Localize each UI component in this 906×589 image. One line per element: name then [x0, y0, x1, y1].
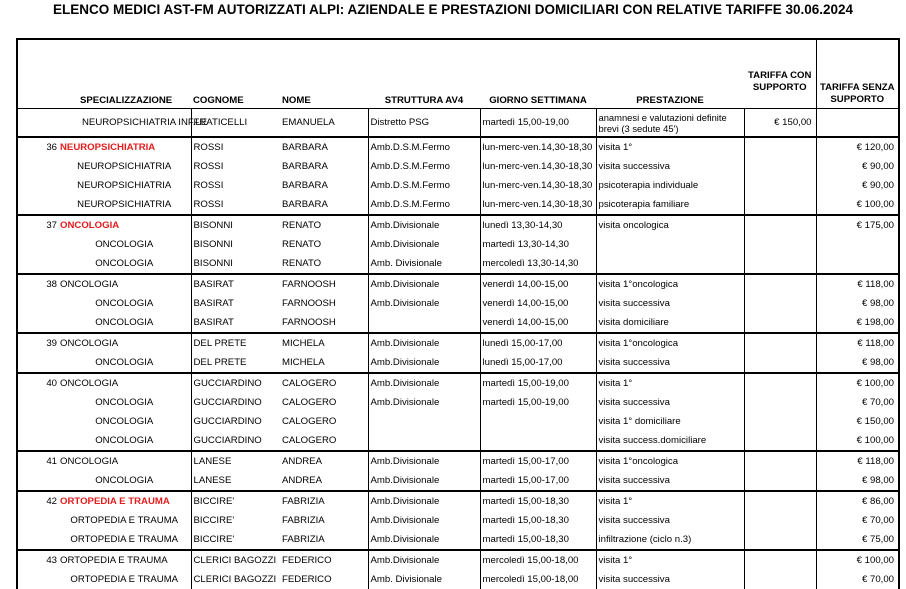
- cell-pre: visita 1°: [596, 550, 744, 570]
- cell-cog: BICCIRE': [191, 491, 280, 511]
- cell-ts: € 100,00: [816, 431, 898, 451]
- cell-spec: NEUROPSICHIATRIA: [58, 137, 191, 157]
- cell-gio: lunedì 13,30-14,30: [480, 215, 596, 235]
- table-row: [18, 393, 898, 412]
- table-row: [18, 373, 898, 393]
- tariff-table-container: [16, 38, 900, 589]
- cell-gio: martedì 15,00-19,00: [480, 393, 596, 412]
- cell-ts: € 198,00: [816, 313, 898, 333]
- cell-spec: ORTOPEDIA E TRAUMA: [70, 534, 179, 545]
- cell-cog: BISONNI: [191, 235, 280, 254]
- cell-pre: visita 1°oncologica: [596, 451, 744, 471]
- cell-spec: ORTOPEDIA E TRAUMA: [58, 491, 191, 511]
- cell-str: Amb.Divisionale: [368, 511, 480, 530]
- cell-num: 38: [18, 274, 58, 294]
- cell-pre: psicoterapia individuale: [596, 176, 744, 195]
- cell-pre: visita successiva: [596, 511, 744, 530]
- cell-tc: [744, 254, 816, 274]
- cell-tc: [744, 235, 816, 254]
- cell-ts: € 70,00: [816, 393, 898, 412]
- header-tariffa-senza: TARIFFA SENZA SUPPORTO: [816, 40, 898, 109]
- cell-tc: [744, 137, 816, 157]
- cell-gio: martedì 15,00-18,30: [480, 530, 596, 550]
- cell-gio: lunedì 15,00-17,00: [480, 333, 596, 353]
- cell-spec: ONCOLOGIA: [95, 298, 154, 309]
- cell-cog: BASIRAT: [191, 274, 280, 294]
- cell-cog: BICCIRE': [191, 511, 280, 530]
- cell-gio: martedì 13,30-14,30: [480, 235, 596, 254]
- cell-pre: infiltrazione (ciclo n.3): [596, 530, 744, 550]
- cell-tc: [744, 431, 816, 451]
- cell-ts: € 100,00: [816, 195, 898, 215]
- table-row: [18, 412, 898, 431]
- table-row: [18, 471, 898, 491]
- cell-ts: € 118,00: [816, 451, 898, 471]
- cell-cog: ROSSI: [191, 176, 280, 195]
- cell-ts: € 98,00: [816, 471, 898, 491]
- cell-nom: ANDREA: [282, 475, 322, 486]
- header-giorno: GIORNO SETTIMANA: [480, 40, 596, 109]
- cell-gio: lun-merc-ven.14,30-18,30: [480, 157, 596, 176]
- cell-ts: € 118,00: [816, 274, 898, 294]
- cell-gio: mercoledì 15,00-18,00: [480, 570, 596, 589]
- cell-spec: ONCOLOGIA: [95, 475, 154, 486]
- page-title: ELENCO MEDICI AST-FM AUTORIZZATI ALPI: AZIENDALE E PRESTAZIONI DOMICILIARI CON RELATIVE TARIFFE 30.06.2024: [52, 2, 854, 17]
- table-row: [18, 294, 898, 313]
- cell-gio: lunedì 15,00-17,00: [480, 353, 596, 373]
- cell-str: Amb. Divisionale: [368, 570, 480, 589]
- cell-ts: € 100,00: [816, 373, 898, 393]
- cell-ts: € 75,00: [816, 530, 898, 550]
- cell-nom: FARNOOSH: [282, 317, 336, 328]
- table-row: [18, 157, 898, 176]
- cell-cog: FRATICELLI: [191, 109, 280, 138]
- cell-cog: ROSSI: [191, 157, 280, 176]
- cell-spec: NEUROPSICHIATRIA: [77, 180, 172, 191]
- cell-pre: visita successiva: [596, 393, 744, 412]
- cell-tc: [744, 157, 816, 176]
- cell-nom: FEDERICO: [282, 574, 332, 585]
- cell-ts: [816, 109, 898, 138]
- table-row: [18, 215, 898, 235]
- cell-spec: ONCOLOGIA: [95, 317, 154, 328]
- cell-spec: ONCOLOGIA: [58, 274, 191, 294]
- cell-spec: ONCOLOGIA: [95, 397, 154, 408]
- table-row: [18, 333, 898, 353]
- header-specializzazione: SPECIALIZZAZIONE: [58, 40, 191, 109]
- header-row: [18, 40, 898, 109]
- cell-nom: BARBARA: [280, 137, 368, 157]
- table-body: [18, 109, 898, 589]
- cell-spec: NEUROPSICHIATRIA: [77, 199, 172, 210]
- cell-gio: venerdì 14,00-15,00: [480, 274, 596, 294]
- cell-str: Distretto PSG: [368, 109, 480, 138]
- cell-nom: FABRIZIA: [280, 491, 368, 511]
- cell-tc: [744, 195, 816, 215]
- table-row: [18, 274, 898, 294]
- tariff-table: [18, 40, 898, 589]
- cell-ts: € 150,00: [816, 412, 898, 431]
- cell-ts: € 98,00: [816, 294, 898, 313]
- cell-num: 39: [18, 333, 58, 353]
- cell-ts: € 90,00: [816, 176, 898, 195]
- cell-str: [368, 431, 480, 451]
- cell-tc: [744, 451, 816, 471]
- cell-gio: lun-merc-ven.14,30-18,30: [480, 137, 596, 157]
- cell-cog: BISONNI: [191, 254, 280, 274]
- cell-num: 41: [18, 451, 58, 471]
- cell-str: Amb.Divisionale: [368, 235, 480, 254]
- cell-num: [18, 570, 58, 589]
- cell-spec: NEUROPSICHIATRIA: [77, 161, 172, 172]
- cell-tc: [744, 570, 816, 589]
- cell-nom: BARBARA: [282, 180, 328, 191]
- header-prestazione: PRESTAZIONE: [596, 40, 744, 109]
- cell-tc: [744, 471, 816, 491]
- table-row: [18, 530, 898, 550]
- cell-ts: € 70,00: [816, 570, 898, 589]
- cell-num: 36: [18, 137, 58, 157]
- cell-cog: ROSSI: [191, 137, 280, 157]
- cell-tc: € 150,00: [744, 109, 816, 138]
- cell-str: [368, 313, 480, 333]
- cell-str: Amb.Divisionale: [368, 274, 480, 294]
- cell-cog: DEL PRETE: [191, 333, 280, 353]
- cell-pre: visita oncologica: [596, 215, 744, 235]
- cell-spec: ONCOLOGIA: [95, 258, 154, 269]
- cell-nom: FABRIZIA: [282, 534, 325, 545]
- table-row: [18, 254, 898, 274]
- cell-str: Amb.Divisionale: [368, 393, 480, 412]
- cell-tc: [744, 550, 816, 570]
- cell-pre: visita success.domiciliare: [596, 431, 744, 451]
- cell-num: 42: [18, 491, 58, 511]
- cell-nom: CALOGERO: [282, 397, 337, 408]
- cell-spec: ORTOPEDIA E TRAUMA: [70, 515, 179, 526]
- cell-pre: visita successiva: [596, 471, 744, 491]
- cell-ts: € 98,00: [816, 353, 898, 373]
- cell-tc: [744, 491, 816, 511]
- cell-pre: [596, 254, 744, 274]
- cell-cog: CLERICI BAGOZZI: [191, 550, 280, 570]
- table-row: [18, 511, 898, 530]
- table-row: [18, 491, 898, 511]
- cell-num: [18, 109, 58, 138]
- cell-spec: ONCOLOGIA: [58, 215, 191, 235]
- cell-cog: BISONNI: [191, 215, 280, 235]
- cell-pre: visita 1°oncologica: [596, 333, 744, 353]
- header-tariffa-con: TARIFFA CON SUPPORTO: [744, 40, 816, 109]
- cell-nom: BARBARA: [282, 199, 328, 210]
- cell-spec: ONCOLOGIA: [95, 416, 154, 427]
- cell-cog: BASIRAT: [191, 294, 280, 313]
- cell-pre: psicoterapia familiare: [596, 195, 744, 215]
- cell-nom: RENATO: [282, 239, 322, 250]
- cell-spec: ORTOPEDIA E TRAUMA: [70, 574, 179, 585]
- cell-pre: visita successiva: [596, 570, 744, 589]
- cell-gio: mercoledì 13,30-14,30: [480, 254, 596, 274]
- cell-gio: martedì 15,00-18,30: [480, 511, 596, 530]
- cell-num: [18, 157, 58, 176]
- cell-num: [18, 294, 58, 313]
- cell-nom: BARBARA: [282, 161, 328, 172]
- cell-str: Amb.Divisionale: [368, 215, 480, 235]
- cell-tc: [744, 530, 816, 550]
- cell-str: Amb.Divisionale: [368, 530, 480, 550]
- cell-pre: visita 1°: [596, 491, 744, 511]
- cell-str: Amb.D.S.M.Fermo: [368, 195, 480, 215]
- cell-str: Amb.Divisionale: [368, 333, 480, 353]
- cell-str: Amb.Divisionale: [368, 353, 480, 373]
- cell-cog: LANESE: [191, 451, 280, 471]
- cell-tc: [744, 294, 816, 313]
- cell-str: [368, 412, 480, 431]
- cell-gio: venerdì 14,00-15,00: [480, 294, 596, 313]
- cell-nom: CALOGERO: [282, 435, 337, 446]
- cell-nom: FEDERICO: [280, 550, 368, 570]
- cell-tc: [744, 313, 816, 333]
- cell-num: [18, 313, 58, 333]
- cell-num: 40: [18, 373, 58, 393]
- cell-gio: mercoledì 15,00-18,00: [480, 550, 596, 570]
- cell-ts: € 120,00: [816, 137, 898, 157]
- cell-spec: ONCOLOGIA: [58, 333, 191, 353]
- cell-nom: RENATO: [280, 215, 368, 235]
- cell-num: [18, 471, 58, 491]
- cell-pre: [596, 235, 744, 254]
- cell-str: Amb.D.S.M.Fermo: [368, 176, 480, 195]
- header-nome: NOME: [280, 40, 368, 109]
- cell-pre: visita successiva: [596, 157, 744, 176]
- cell-pre: anamnesi e valutazioni definite brevi (3 sedute 45'): [596, 109, 744, 138]
- cell-spec: NEUROPSICHIATRIA INF.LE: [82, 117, 208, 128]
- cell-spec: ONCOLOGIA: [58, 373, 191, 393]
- cell-ts: [816, 254, 898, 274]
- cell-spec: ONCOLOGIA: [58, 451, 191, 471]
- cell-tc: [744, 511, 816, 530]
- table-row: [18, 195, 898, 215]
- cell-tc: [744, 215, 816, 235]
- cell-num: [18, 511, 58, 530]
- cell-gio: [480, 431, 596, 451]
- cell-str: Amb.Divisionale: [368, 294, 480, 313]
- cell-cog: DEL PRETE: [191, 353, 280, 373]
- cell-str: Amb.D.S.M.Fermo: [368, 157, 480, 176]
- cell-ts: € 86,00: [816, 491, 898, 511]
- cell-nom: FABRIZIA: [282, 515, 325, 526]
- cell-cog: BICCIRE': [191, 530, 280, 550]
- cell-num: [18, 530, 58, 550]
- cell-cog: ROSSI: [191, 195, 280, 215]
- cell-ts: € 70,00: [816, 511, 898, 530]
- cell-tc: [744, 333, 816, 353]
- table-row: [18, 109, 898, 138]
- table-row: [18, 176, 898, 195]
- table-row: [18, 451, 898, 471]
- cell-num: [18, 254, 58, 274]
- cell-gio: martedì 15,00-19,00: [480, 109, 596, 138]
- cell-gio: lun-merc-ven.14,30-18,30: [480, 195, 596, 215]
- cell-ts: [816, 235, 898, 254]
- cell-str: Amb. Divisionale: [368, 254, 480, 274]
- cell-nom: EMANUELA: [282, 117, 335, 128]
- table-row: [18, 353, 898, 373]
- cell-pre: visita successiva: [596, 353, 744, 373]
- cell-nom: CALOGERO: [282, 416, 337, 427]
- cell-pre: visita 1°: [596, 137, 744, 157]
- cell-cog: GUCCIARDINO: [191, 431, 280, 451]
- cell-num: [18, 176, 58, 195]
- cell-nom: MICHELA: [282, 357, 325, 368]
- cell-spec: ONCOLOGIA: [95, 435, 154, 446]
- cell-spec: ONCOLOGIA: [95, 357, 154, 368]
- cell-num: [18, 195, 58, 215]
- cell-pre: visita 1°: [596, 373, 744, 393]
- header-num: [18, 40, 58, 109]
- cell-cog: GUCCIARDINO: [191, 393, 280, 412]
- cell-gio: martedì 15,00-19,00: [480, 373, 596, 393]
- cell-num: [18, 393, 58, 412]
- cell-tc: [744, 353, 816, 373]
- cell-str: Amb.Divisionale: [368, 550, 480, 570]
- cell-pre: visita domiciliare: [596, 313, 744, 333]
- cell-pre: visita 1°oncologica: [596, 274, 744, 294]
- cell-gio: [480, 412, 596, 431]
- cell-num: 43: [18, 550, 58, 570]
- table-row: [18, 137, 898, 157]
- table-row: [18, 550, 898, 570]
- cell-str: Amb.Divisionale: [368, 451, 480, 471]
- cell-nom: FARNOOSH: [282, 298, 336, 309]
- cell-nom: MICHELA: [280, 333, 368, 353]
- cell-tc: [744, 412, 816, 431]
- cell-num: 37: [18, 215, 58, 235]
- cell-tc: [744, 176, 816, 195]
- cell-tc: [744, 373, 816, 393]
- cell-nom: FARNOOSH: [280, 274, 368, 294]
- cell-nom: CALOGERO: [280, 373, 368, 393]
- cell-ts: € 90,00: [816, 157, 898, 176]
- cell-num: [18, 353, 58, 373]
- cell-cog: GUCCIARDINO: [191, 412, 280, 431]
- cell-cog: BASIRAT: [191, 313, 280, 333]
- cell-gio: martedì 15,00-17,00: [480, 451, 596, 471]
- cell-num: [18, 431, 58, 451]
- cell-gio: martedì 15,00-18,30: [480, 491, 596, 511]
- cell-pre: visita 1° domiciliare: [596, 412, 744, 431]
- table-row: [18, 313, 898, 333]
- table-row: [18, 235, 898, 254]
- table-row: [18, 431, 898, 451]
- cell-gio: martedì 15,00-17,00: [480, 471, 596, 491]
- header-cognome: COGNOME: [191, 40, 280, 109]
- cell-pre: visita successiva: [596, 294, 744, 313]
- cell-num: [18, 235, 58, 254]
- cell-str: Amb.Divisionale: [368, 491, 480, 511]
- cell-tc: [744, 274, 816, 294]
- cell-nom: ANDREA: [280, 451, 368, 471]
- cell-ts: € 118,00: [816, 333, 898, 353]
- cell-str: Amb.D.S.M.Fermo: [368, 137, 480, 157]
- header-struttura: STRUTTURA AV4: [368, 40, 480, 109]
- cell-spec: ORTOPEDIA E TRAUMA: [58, 550, 191, 570]
- cell-cog: CLERICI BAGOZZI: [191, 570, 280, 589]
- cell-gio: venerdì 14,00-15,00: [480, 313, 596, 333]
- table-row: [18, 570, 898, 589]
- cell-tc: [744, 393, 816, 412]
- cell-num: [18, 412, 58, 431]
- cell-ts: € 175,00: [816, 215, 898, 235]
- cell-spec: ONCOLOGIA: [95, 239, 154, 250]
- cell-str: Amb.Divisionale: [368, 373, 480, 393]
- cell-nom: RENATO: [282, 258, 322, 269]
- cell-cog: LANESE: [191, 471, 280, 491]
- cell-str: Amb.Divisionale: [368, 471, 480, 491]
- cell-ts: € 100,00: [816, 550, 898, 570]
- cell-gio: lun-merc-ven.14,30-18,30: [480, 176, 596, 195]
- cell-cog: GUCCIARDINO: [191, 373, 280, 393]
